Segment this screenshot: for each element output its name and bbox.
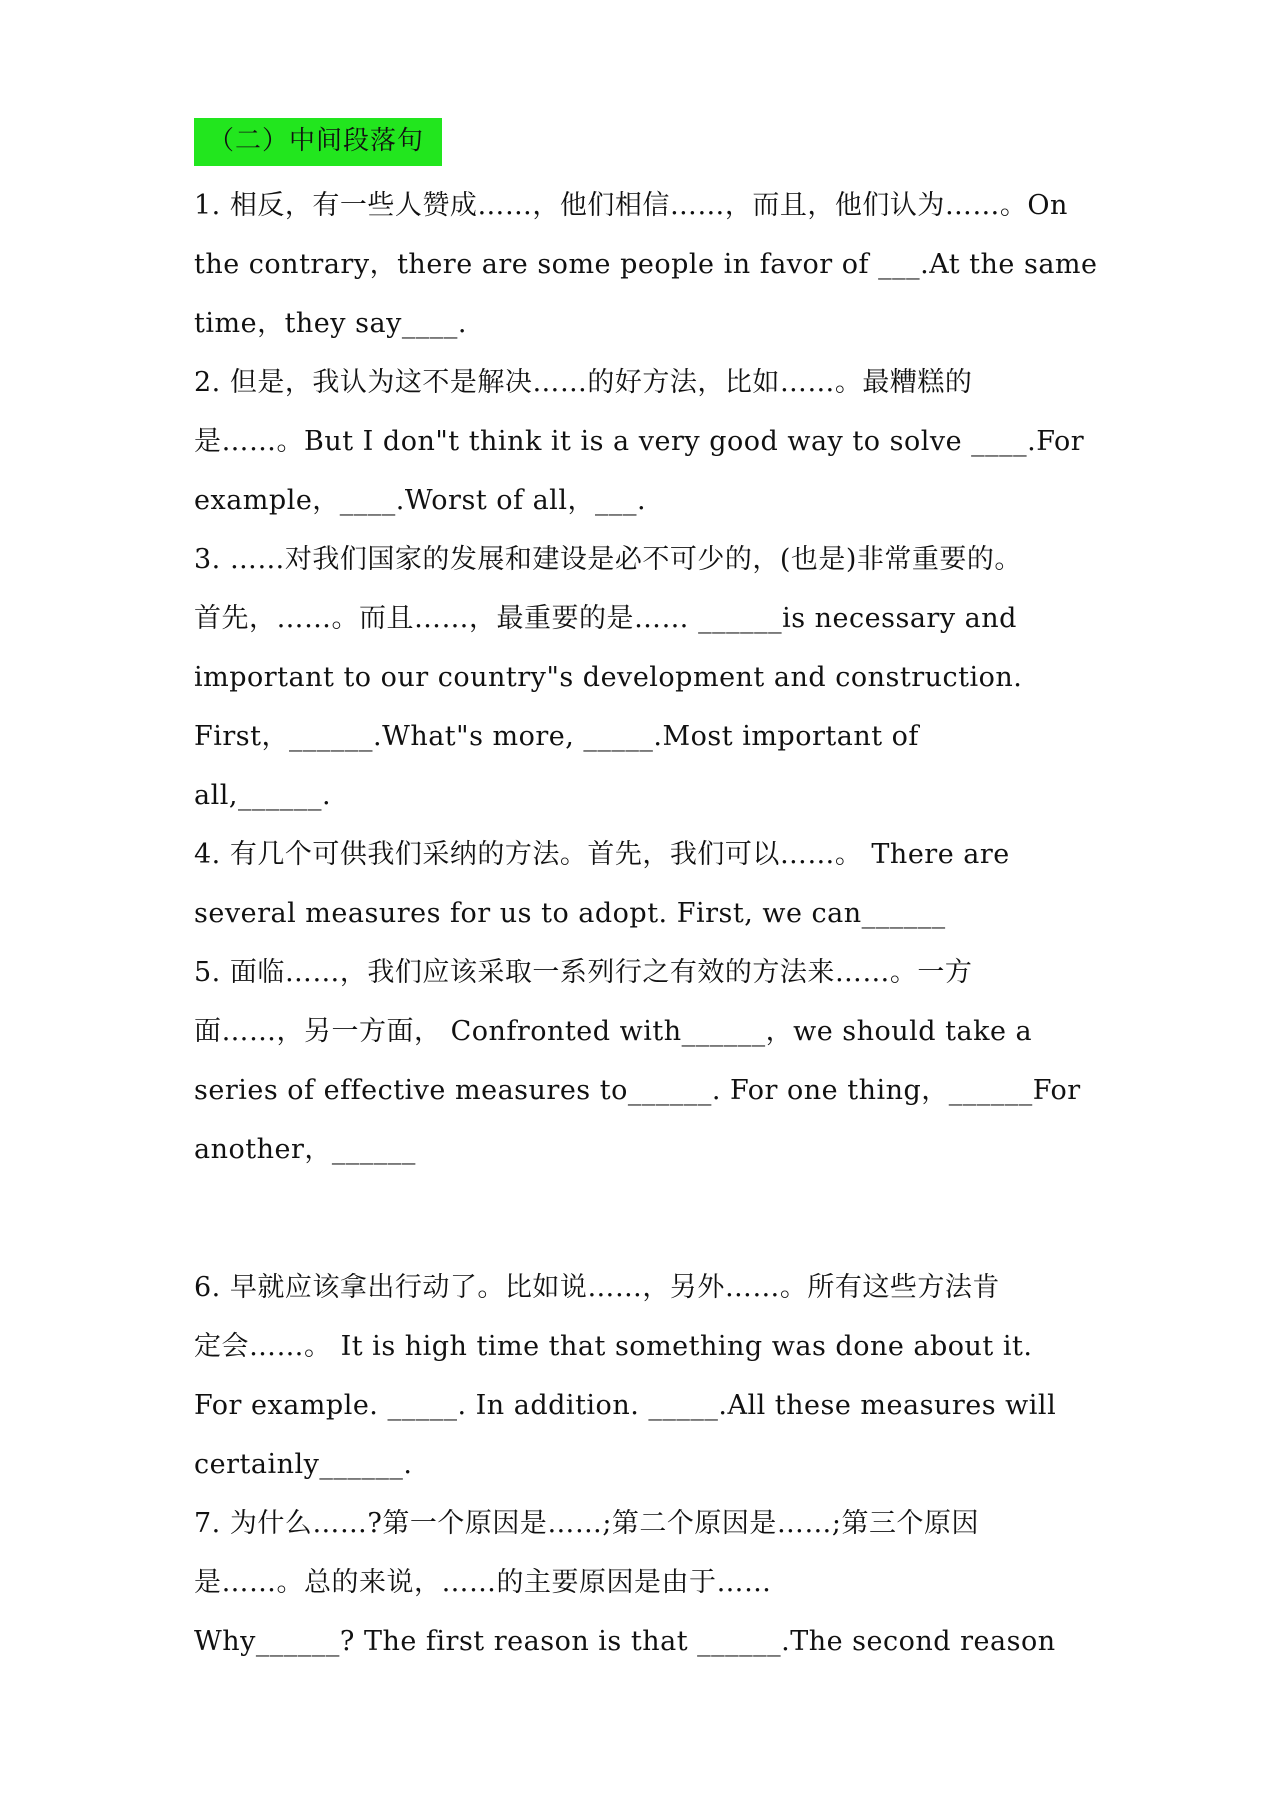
text-line: 首先，……。而且……，最重要的是…… ______is necessary and	[194, 603, 1017, 634]
text-line: 3. ……对我们国家的发展和建设是必不可少的，(也是)非常重要的。	[194, 544, 1022, 575]
text-line: 2. 但是，我认为这不是解决……的好方法，比如……。最糟糕的	[194, 367, 973, 398]
text-line: series of effective measures to______. For one thing，______For	[194, 1075, 1081, 1106]
section-heading: （二）中间段落句	[194, 118, 442, 166]
text-line: 1. 相反，有一些人赞成……，他们相信……，而且，他们认为……。On	[194, 190, 1068, 221]
text-line: First，______.What"s more, _____.Most important of	[194, 721, 919, 752]
text-line: 是……。总的来说，……的主要原因是由于……	[194, 1567, 772, 1598]
text-line: For example. _____. In addition. _____.All these measures will	[194, 1390, 1057, 1421]
text-line: 6. 早就应该拿出行动了。比如说……，另外……。所有这些方法肯	[194, 1272, 1000, 1303]
text-line: 7. 为什么……?第一个原因是……;第二个原因是……;第三个原因	[194, 1508, 980, 1539]
text-line: example，____.Worst of all，___.	[194, 485, 647, 516]
document-body	[194, 176, 1098, 1671]
text-line: the contrary，there are some people in favor of ___.At the same	[194, 249, 1098, 280]
text-line: 5. 面临……，我们应该采取一系列行之有效的方法来……。一方	[194, 957, 973, 988]
text-line: important to our country"s development and construction.	[194, 662, 1023, 693]
text-line: Why______? The first reason is that ______.The second reason	[194, 1626, 1056, 1657]
document-page	[194, 118, 1098, 1671]
text-line: certainly______.	[194, 1449, 413, 1480]
text-line: all,______.	[194, 780, 332, 811]
text-line: time，they say____.	[194, 308, 467, 339]
text-line: another，______	[194, 1134, 416, 1165]
text-line: 是……。But I don"t think it is a very good way to solve ____.For	[194, 426, 1085, 457]
text-line: 定会……。 It is high time that something was done about it.	[194, 1331, 1033, 1362]
text-line: 4. 有几个可供我们采纳的方法。首先，我们可以……。 There are	[194, 839, 1010, 870]
paragraph-gap	[194, 1179, 1094, 1258]
text-line: several measures for us to adopt. First, we can______	[194, 898, 946, 929]
text-line: 面……，另一方面， Confronted with______，we should take a	[194, 1016, 1033, 1047]
